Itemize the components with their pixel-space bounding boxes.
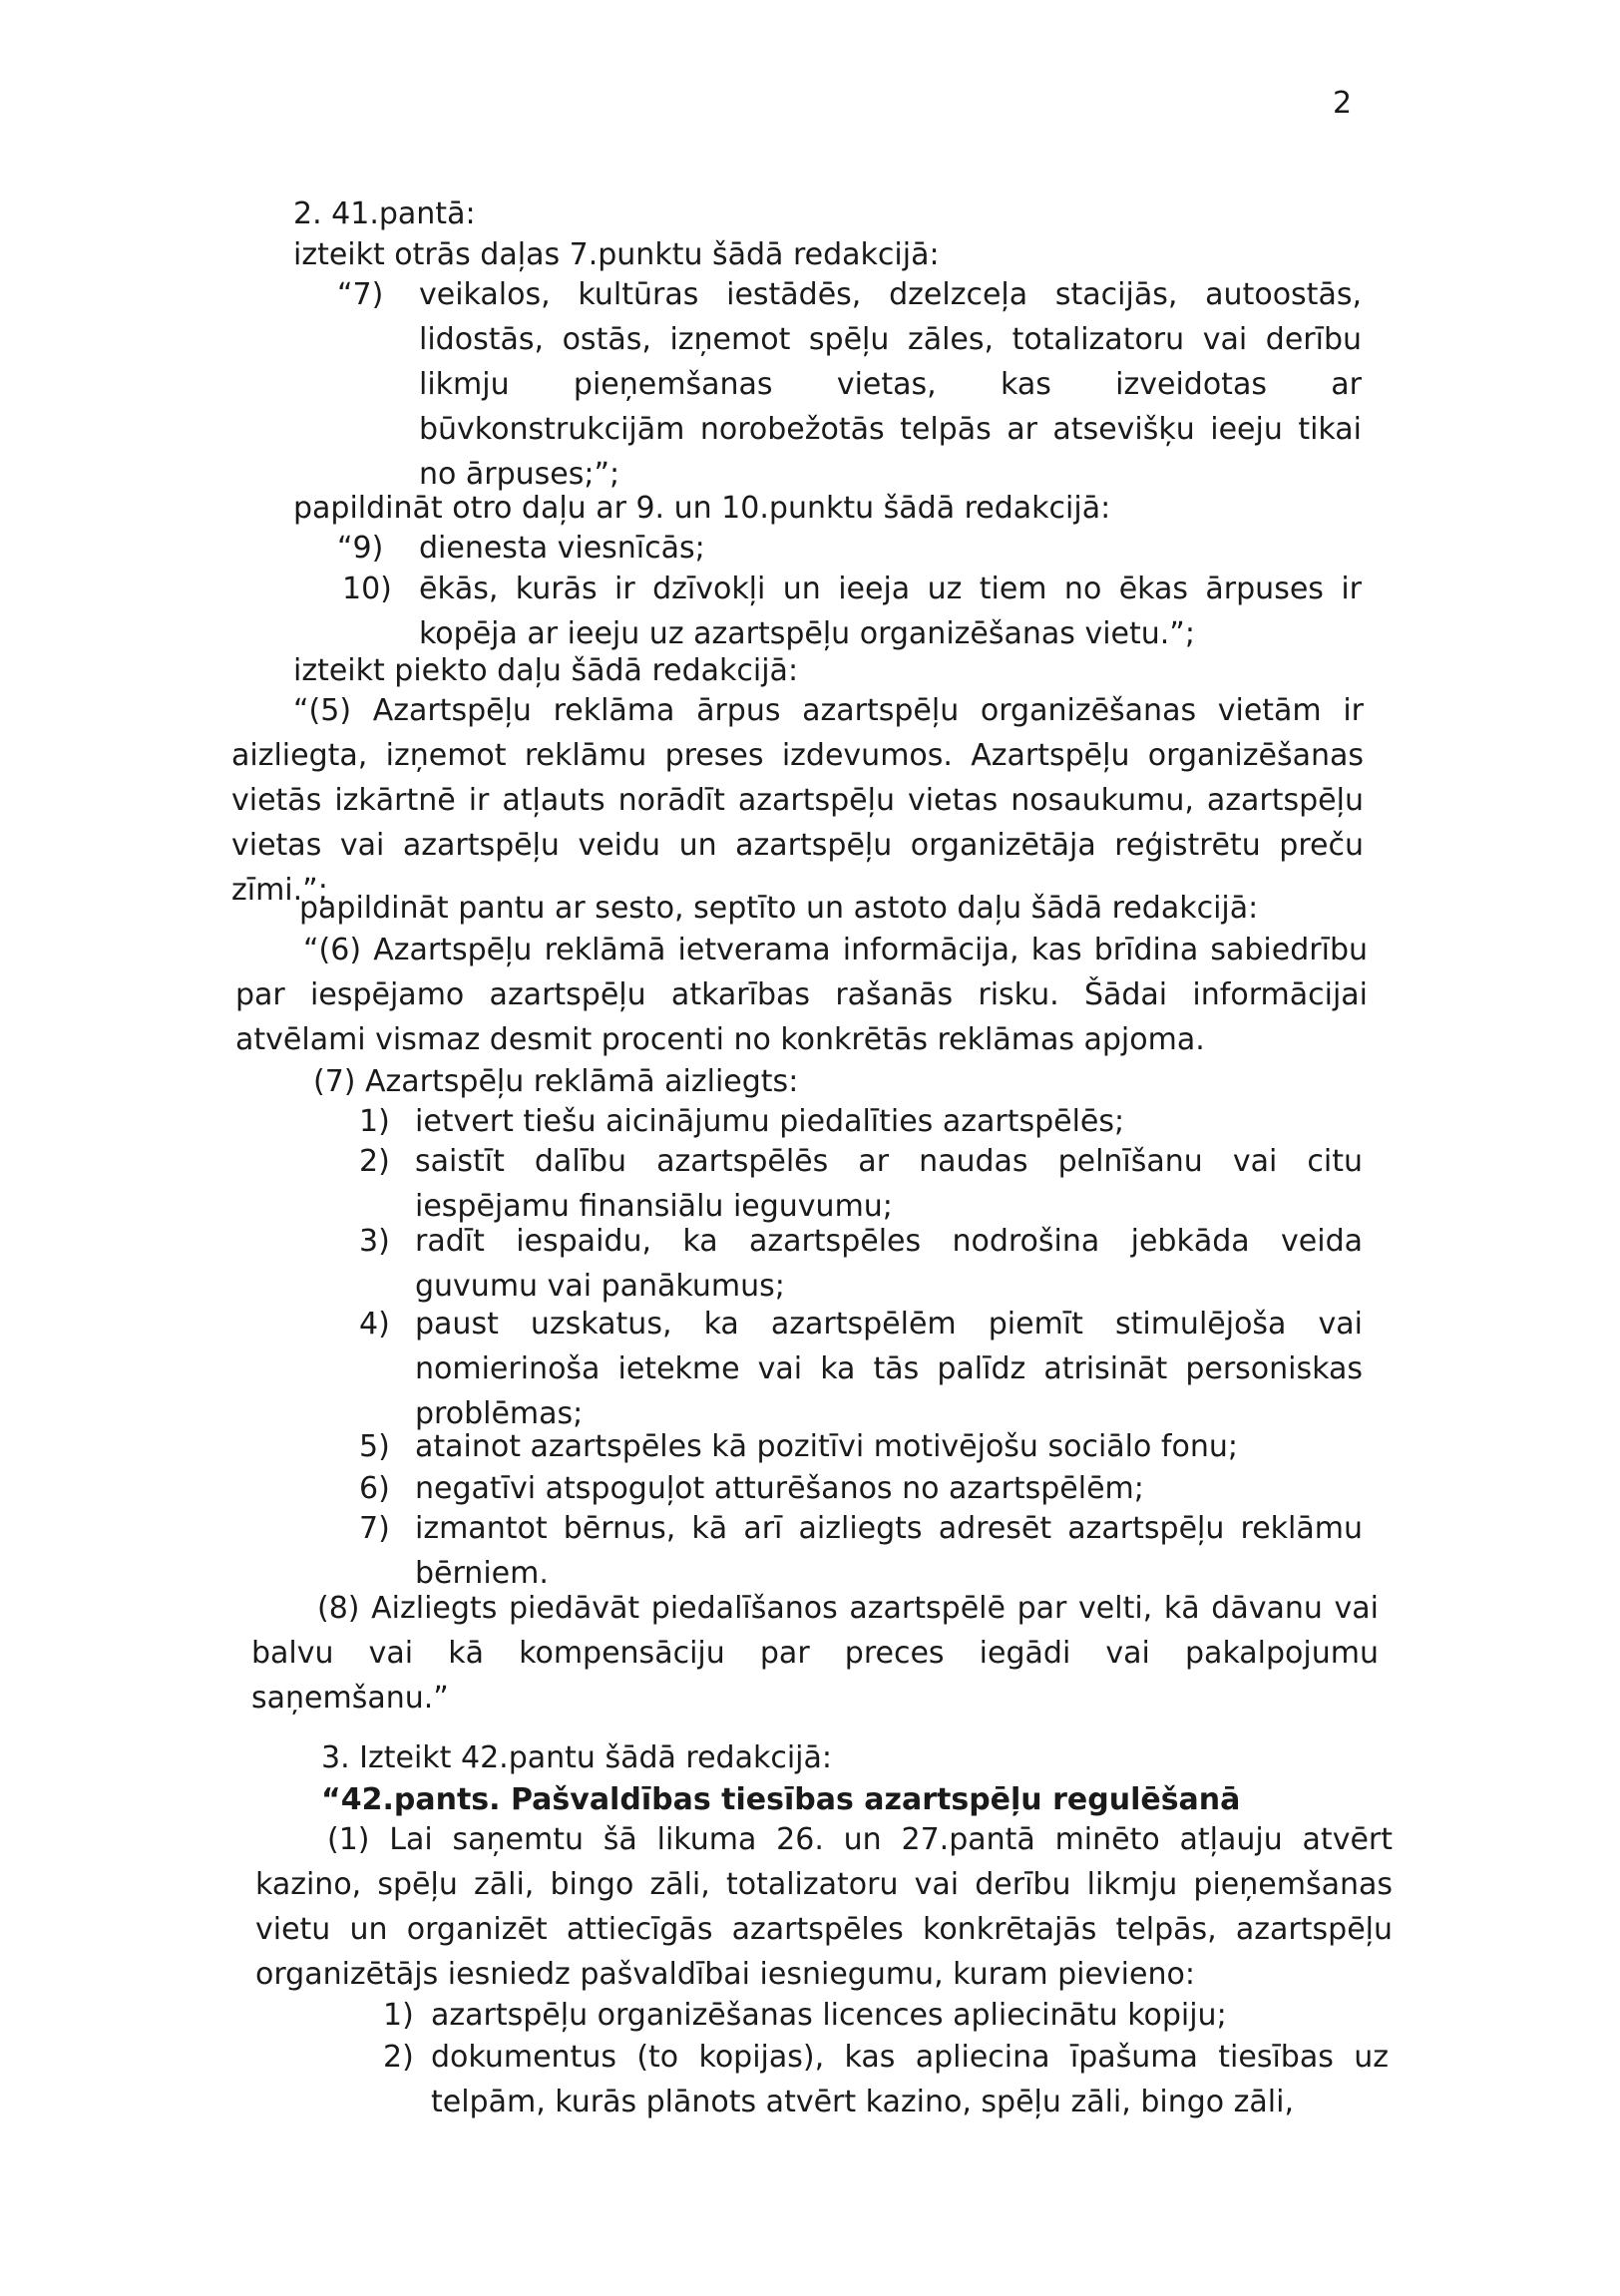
item-number: 1) <box>383 1998 414 2033</box>
item-number: “7) <box>337 277 384 312</box>
paragraph-part-6: “(6) Azartspēļu reklāmā ietverama informācija, kas brīdina sabiedrību par iespējamo azartspēļu atkarības rašanās risku. Šādai informācijai atvēlami vismaz desmit procenti no konkrētās reklāmas apjoma. <box>235 933 1368 1057</box>
item-text: ietvert tiešu aicinājumu piedalīties azartspēlēs; <box>415 1104 1125 1139</box>
list-item <box>359 1466 1367 1511</box>
item-text: izmantot bērnus, kā arī aizliegts adresēt azartspēļu reklāmu bērniem. <box>415 1511 1363 1591</box>
paragraph-line: papildināt otro daļu ar 9. un 10.punktu šādā redakcijā: <box>293 491 1111 526</box>
list-item <box>337 567 1365 656</box>
item-text: azartspēļu organizēšanas licences apliecinātu kopiju; <box>431 1998 1227 2033</box>
paragraph-line: izteikt otrās daļas 7.punktu šādā redakcijā: <box>293 237 940 272</box>
item-text: negatīvi atspoguļot atturēšanos no azartspēlēm; <box>415 1471 1144 1506</box>
list-item <box>359 1424 1367 1469</box>
item-number: 10) <box>342 572 392 606</box>
item-text: dienesta viesnīcās; <box>419 531 705 566</box>
paragraph-part-7: (7) Azartspēļu reklāmā aizliegts: <box>313 1064 799 1099</box>
page-number: 2 <box>1333 86 1353 121</box>
paragraph-part-1: (1) Lai saņemtu šā likuma 26. un 27.pantā minēto atļauju atvērt kazino, spēļu zāli, bingo zāli, totalizatoru vai derību likmju pieņemšanas vietu un organizēt attiecīgās azartspēles konkrētajās telpās, azartspēļu organizētājs iesniedz pašvaldībai iesniegumu, kuram pievieno: <box>255 1822 1393 1992</box>
item-number: 2) <box>359 1144 390 1179</box>
list-item <box>359 1139 1367 1229</box>
paragraph-part-8: (8) Aizliegts piedāvāt piedalīšanos azartspēlē par velti, kā dāvanu vai balvu vai kā kompensāciju par preces iegādi vai pakalpojumu saņemšanu.” <box>251 1591 1379 1716</box>
paragraph-line: izteikt piekto daļu šādā redakcijā: <box>293 653 799 688</box>
item-number: 7) <box>359 1511 390 1546</box>
list-item <box>359 1219 1367 1309</box>
item-number: 5) <box>359 1429 390 1464</box>
item-text: veikalos, kultūras iestādēs, dzelzceļa stacijās, autoostās, lidostās, ostās, izņemot spēļu zāles, totalizatoru vai derību likmju pieņemšanas vietas, kas izveidotas ar būvkonstrukcijām norobežotās telpās ar atsevišķu ieeju tikai no ārpuses;”; <box>419 277 1362 492</box>
item-text: radīt iespaidu, ka azartspēles nodrošina jebkāda veida guvumu vai panākumus; <box>415 1224 1363 1304</box>
item-text: saistīt dalību azartspēlēs ar naudas pelnīšanu vai citu iespējamu finansiālu ieguvumu; <box>415 1144 1363 1224</box>
list-item <box>359 1506 1367 1596</box>
item-text: atainot azartspēles kā pozitīvi motivējošu sociālo fonu; <box>415 1429 1238 1464</box>
item-number: 4) <box>359 1307 390 1341</box>
list-item <box>359 1099 1367 1144</box>
list-item <box>383 1993 1393 2038</box>
list-item <box>337 526 1365 571</box>
paragraph-line: papildināt pantu ar sesto, septīto un astoto daļu šādā redakcijā: <box>299 891 1259 926</box>
item-number: 1) <box>359 1104 390 1139</box>
list-item <box>383 2035 1393 2124</box>
item-text: ēkās, kurās ir dzīvokļi un ieeja uz tiem no ēkas ārpuses ir kopēja ar ieeju uz azartspēļu organizēšanas vietu.”; <box>419 572 1362 651</box>
list-item <box>359 1302 1367 1436</box>
item-text: dokumentus (to kopijas), kas apliecina īpašuma tiesības uz telpām, kurās plānots atvērt kazino, spēļu zāli, bingo zāli, <box>431 2040 1389 2119</box>
paragraph-part-5: “(5) Azartspēļu reklāma ārpus azartspēļu organizēšanas vietām ir aizliegta, izņemot reklāmu preses izdevumos. Azartspēļu organizēšanas vietās izkārtnē ir atļauts norādīt azartspēļu vietas nosaukumu, azartspēļu vietas vai azartspēļu veidu un azartspēļu organizētāja reģistrētu preču zīmi.”; <box>231 693 1364 908</box>
item-number: 3) <box>359 1224 390 1259</box>
section-3-heading: 3. Izteikt 42.pantu šādā redakcijā: <box>321 1740 833 1775</box>
item-text: paust uzskatus, ka azartspēlēm piemīt stimulējoša vai nomierinoša ietekme vai ka tās palīdz atrisināt personiskas problēmas; <box>415 1307 1363 1431</box>
item-number: 6) <box>359 1471 390 1506</box>
item-number: “9) <box>337 531 384 566</box>
article-title: “42.pants. Pašvaldības tiesības azartspēļu regulēšanā <box>321 1782 1241 1817</box>
section-2-heading: 2. 41.pantā: <box>293 196 476 231</box>
list-item <box>337 272 1365 497</box>
item-number: 2) <box>383 2040 414 2075</box>
